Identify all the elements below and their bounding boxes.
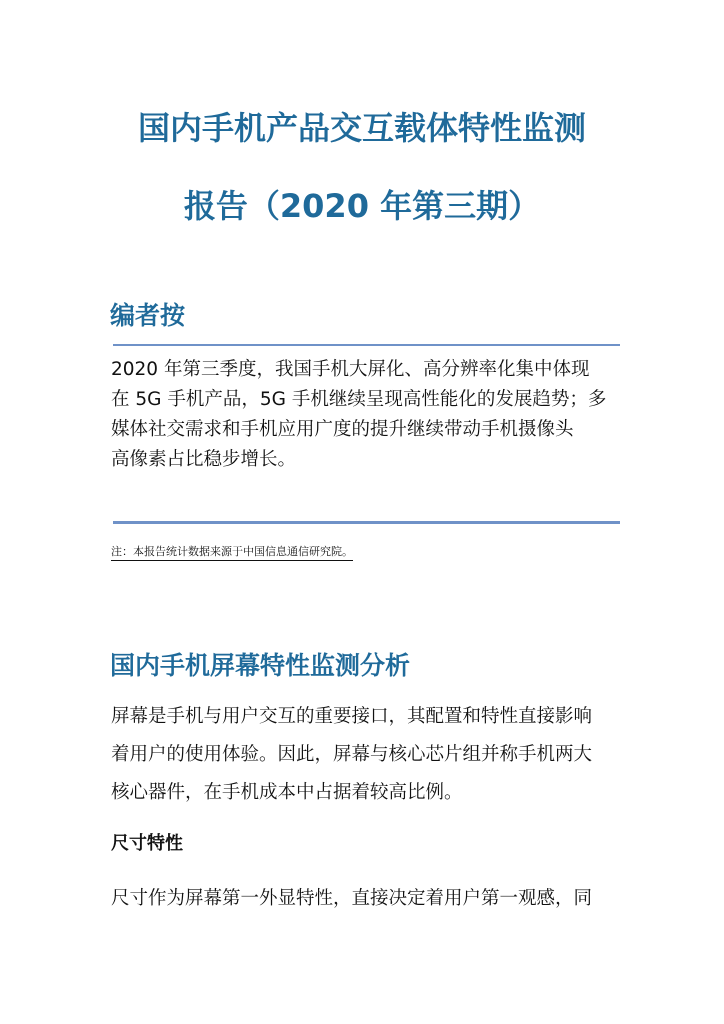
report-title-line-1: 国内手机产品交互载体特性监测 <box>137 109 586 147</box>
screen-line-3: 核心器件，在手机成本中占据着较高比例。 <box>111 782 463 803</box>
report-title-line-2: 报告（2020 年第三期） <box>183 187 541 225</box>
editor-note-line-4: 高像素占比稳步增长。 <box>111 449 297 470</box>
screen-line-1: 屏幕是手机与用户交互的重要接口，其配置和特性直接影响 <box>111 706 593 727</box>
editor-note-top-rule <box>113 344 620 346</box>
editor-note-bottom-rule <box>113 521 620 524</box>
editor-note-heading: 编者按 <box>110 301 186 330</box>
size-characteristics-paragraph <box>111 884 623 914</box>
editor-note-line-1: 2020 年第三季度，我国手机大屏化、高分辨率化集中体现 <box>111 359 590 380</box>
screen-line-2: 着用户的使用体验。因此，屏幕与核心芯片组并称手机两大 <box>111 744 593 765</box>
screen-section-paragraph <box>111 702 623 808</box>
editor-note-paragraph <box>111 355 623 475</box>
size-line-1: 尺寸作为屏幕第一外显特性，直接决定着用户第一观感，同 <box>111 888 593 909</box>
screen-section-heading: 国内手机屏幕特性监测分析 <box>110 651 411 680</box>
size-characteristics-subheading: 尺寸特性 <box>111 833 183 854</box>
editor-note-line-2: 在 5G 手机产品，5G 手机继续呈现高性能化的发展趋势；多 <box>111 389 607 410</box>
editor-note-line-3: 媒体社交需求和手机应用广度的提升继续带动手机摄像头 <box>111 419 574 440</box>
data-source-footnote: 注：本报告统计数据来源于中国信息通信研究院。 <box>111 545 353 561</box>
